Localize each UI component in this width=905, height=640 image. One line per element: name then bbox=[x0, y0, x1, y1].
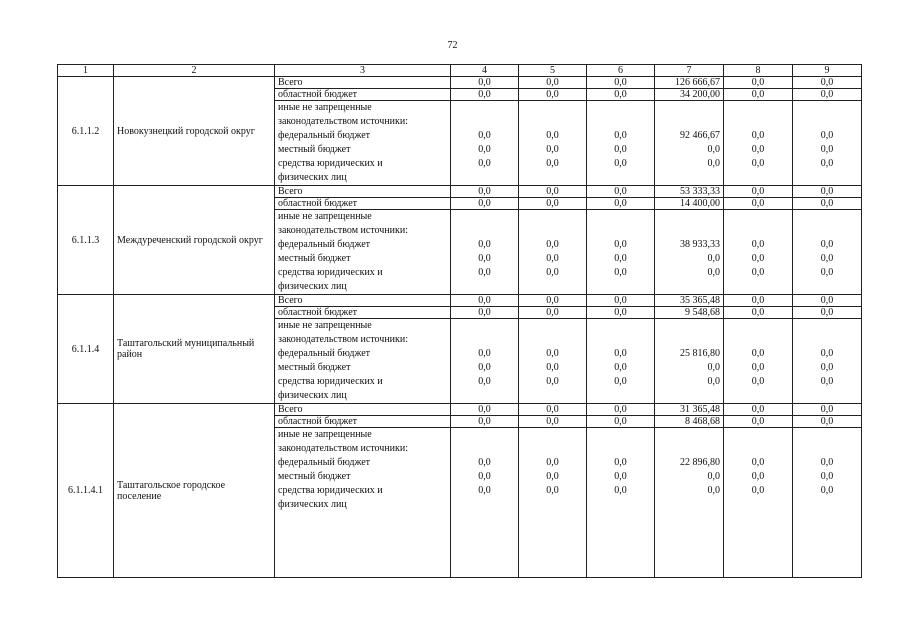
blank-line bbox=[727, 333, 789, 347]
value-cell: 0,0 bbox=[793, 416, 862, 428]
funding-source: Всего bbox=[275, 77, 451, 89]
section-row-total bbox=[58, 404, 862, 416]
other-sources-values bbox=[793, 319, 862, 404]
blank-line bbox=[727, 210, 789, 224]
value-cell: 0,0 bbox=[614, 144, 627, 155]
blank-line bbox=[658, 210, 720, 224]
value-cell: 0,0 bbox=[587, 416, 655, 428]
column-header: 8 bbox=[724, 65, 793, 77]
column-header: 9 bbox=[793, 65, 862, 77]
value-cell: 0,0 bbox=[707, 144, 720, 155]
other-sources-line: федеральный бюджет bbox=[278, 130, 371, 141]
value-cell: 0,0 bbox=[546, 348, 559, 359]
blank-line bbox=[796, 224, 858, 238]
value-cell: 0,0 bbox=[614, 158, 627, 169]
value-cell: 0,0 bbox=[478, 348, 491, 359]
blank-line bbox=[727, 115, 789, 129]
value-cell: 0,0 bbox=[751, 158, 765, 169]
column-header: 7 bbox=[655, 65, 724, 77]
blank-line bbox=[727, 224, 789, 238]
value-cell: 0,0 bbox=[751, 239, 765, 250]
value-cell: 0,0 bbox=[519, 416, 587, 428]
other-sources-values bbox=[724, 428, 793, 578]
other-sources-line: физических лиц bbox=[278, 390, 347, 401]
blank-line bbox=[727, 101, 789, 115]
blank-line bbox=[590, 210, 651, 224]
value-cell: 0,0 bbox=[751, 144, 765, 155]
value-cell: 0,0 bbox=[614, 362, 627, 373]
value-cell: 0,0 bbox=[707, 362, 720, 373]
other-sources-line: иные не запрещенные bbox=[278, 429, 372, 440]
value-cell: 0,0 bbox=[820, 130, 834, 141]
value-cell: 0,0 bbox=[519, 198, 587, 210]
value-cell: 34 200,00 bbox=[655, 89, 724, 101]
value-cell: 0,0 bbox=[724, 186, 793, 198]
blank-line bbox=[454, 442, 515, 456]
blank-line bbox=[454, 101, 515, 115]
value-cell: 0,0 bbox=[546, 362, 559, 373]
other-sources-values bbox=[519, 101, 587, 186]
value-cell: 0,0 bbox=[793, 77, 862, 89]
value-cell: 0,0 bbox=[614, 130, 627, 141]
other-sources-line: физических лиц bbox=[278, 499, 347, 510]
value-cell: 0,0 bbox=[820, 457, 834, 468]
value-cell: 0,0 bbox=[751, 130, 765, 141]
blank-line bbox=[454, 333, 515, 347]
other-sources-label bbox=[275, 210, 451, 295]
other-sources-line: физических лиц bbox=[278, 172, 347, 183]
other-sources-line: местный бюджет bbox=[278, 362, 351, 373]
blank-line bbox=[522, 428, 583, 442]
other-sources-values bbox=[451, 319, 519, 404]
blank-line bbox=[454, 224, 515, 238]
other-sources-label bbox=[275, 319, 451, 404]
other-sources-line: законодательством источники: bbox=[278, 116, 409, 127]
section-row-total bbox=[58, 77, 862, 89]
funding-source: областной бюджет bbox=[275, 416, 451, 428]
blank-line bbox=[658, 115, 720, 129]
other-sources-line: местный бюджет bbox=[278, 471, 351, 482]
other-sources-values bbox=[451, 101, 519, 186]
funding-source: областной бюджет bbox=[275, 198, 451, 210]
value-cell: 0,0 bbox=[478, 158, 491, 169]
other-sources-values bbox=[793, 210, 862, 295]
blank-line bbox=[796, 442, 858, 456]
section-name: Междуреченский городской округ bbox=[114, 186, 275, 295]
value-cell: 0,0 bbox=[707, 267, 720, 278]
value-cell: 0,0 bbox=[820, 376, 834, 387]
column-header: 4 bbox=[451, 65, 519, 77]
other-sources-values bbox=[587, 319, 655, 404]
blank-line bbox=[522, 319, 583, 333]
value-cell: 0,0 bbox=[751, 376, 765, 387]
blank-line bbox=[522, 333, 583, 347]
other-sources-values bbox=[451, 210, 519, 295]
funding-source: Всего bbox=[275, 404, 451, 416]
value-cell: 0,0 bbox=[546, 471, 559, 482]
value-cell: 0,0 bbox=[546, 267, 559, 278]
other-sources-line: федеральный бюджет bbox=[278, 457, 371, 468]
blank-line bbox=[658, 319, 720, 333]
value-cell: 0,0 bbox=[724, 77, 793, 89]
other-sources-values bbox=[587, 101, 655, 186]
blank-line bbox=[590, 101, 651, 115]
value-cell: 0,0 bbox=[519, 186, 587, 198]
budget-table bbox=[57, 64, 862, 578]
other-sources-values bbox=[587, 210, 655, 295]
blank-line bbox=[727, 442, 789, 456]
blank-line bbox=[658, 224, 720, 238]
value-cell: 0,0 bbox=[451, 89, 519, 101]
other-sources-label bbox=[275, 101, 451, 186]
value-cell: 0,0 bbox=[546, 457, 559, 468]
other-sources-values bbox=[724, 101, 793, 186]
other-sources-values bbox=[793, 101, 862, 186]
value-cell: 0,0 bbox=[519, 295, 587, 307]
value-cell: 0,0 bbox=[614, 485, 627, 496]
blank-line bbox=[590, 115, 651, 129]
other-sources-line: федеральный бюджет bbox=[278, 239, 371, 250]
blank-line bbox=[658, 442, 720, 456]
value-cell: 0,0 bbox=[587, 186, 655, 198]
value-cell: 0,0 bbox=[546, 253, 559, 264]
column-header: 3 bbox=[275, 65, 451, 77]
blank-line bbox=[590, 442, 651, 456]
section-code: 6.1.1.3 bbox=[58, 186, 114, 295]
value-cell: 38 933,33 bbox=[680, 239, 720, 250]
value-cell: 0,0 bbox=[614, 471, 627, 482]
funding-source: областной бюджет bbox=[275, 89, 451, 101]
other-sources-line: федеральный бюджет bbox=[278, 348, 371, 359]
blank-line bbox=[796, 101, 858, 115]
column-header: 1 bbox=[58, 65, 114, 77]
value-cell: 0,0 bbox=[751, 362, 765, 373]
section-row-total bbox=[58, 186, 862, 198]
value-cell: 0,0 bbox=[546, 239, 559, 250]
value-cell: 0,0 bbox=[707, 253, 720, 264]
value-cell: 0,0 bbox=[451, 416, 519, 428]
value-cell: 92 466,67 bbox=[680, 130, 720, 141]
blank-line bbox=[796, 428, 858, 442]
value-cell: 0,0 bbox=[707, 158, 720, 169]
value-cell: 0,0 bbox=[587, 198, 655, 210]
blank-line bbox=[522, 101, 583, 115]
section-name: Новокузнецкий городской округ bbox=[114, 77, 275, 186]
blank-line bbox=[796, 115, 858, 129]
value-cell: 0,0 bbox=[546, 376, 559, 387]
value-cell: 0,0 bbox=[614, 253, 627, 264]
value-cell: 0,0 bbox=[793, 186, 862, 198]
value-cell: 0,0 bbox=[546, 130, 559, 141]
other-sources-label bbox=[275, 428, 451, 578]
blank-line bbox=[454, 115, 515, 129]
other-sources-line: иные не запрещенные bbox=[278, 320, 372, 331]
funding-source: Всего bbox=[275, 295, 451, 307]
other-sources-values bbox=[724, 210, 793, 295]
column-header: 2 bbox=[114, 65, 275, 77]
blank-line bbox=[590, 333, 651, 347]
blank-line bbox=[454, 210, 515, 224]
value-cell: 0,0 bbox=[820, 239, 834, 250]
value-cell: 0,0 bbox=[707, 471, 720, 482]
value-cell: 0,0 bbox=[587, 404, 655, 416]
blank-line bbox=[796, 319, 858, 333]
value-cell: 0,0 bbox=[614, 457, 627, 468]
value-cell: 0,0 bbox=[546, 144, 559, 155]
value-cell: 0,0 bbox=[820, 267, 834, 278]
value-cell: 0,0 bbox=[724, 295, 793, 307]
funding-source: Всего bbox=[275, 186, 451, 198]
other-sources-line: средства юридических и bbox=[278, 485, 383, 496]
blank-line bbox=[522, 210, 583, 224]
blank-line bbox=[658, 101, 720, 115]
blank-line bbox=[522, 115, 583, 129]
blank-line bbox=[658, 333, 720, 347]
other-sources-values bbox=[655, 101, 724, 186]
value-cell: 0,0 bbox=[724, 89, 793, 101]
value-cell: 0,0 bbox=[478, 253, 491, 264]
other-sources-values bbox=[519, 210, 587, 295]
value-cell: 0,0 bbox=[478, 471, 491, 482]
section-code: 6.1.1.2 bbox=[58, 77, 114, 186]
value-cell: 0,0 bbox=[614, 239, 627, 250]
value-cell: 0,0 bbox=[587, 307, 655, 319]
blank-line bbox=[590, 319, 651, 333]
value-cell: 0,0 bbox=[478, 144, 491, 155]
value-cell: 0,0 bbox=[820, 485, 834, 496]
value-cell: 0,0 bbox=[751, 348, 765, 359]
value-cell: 0,0 bbox=[707, 376, 720, 387]
other-sources-values bbox=[655, 210, 724, 295]
funding-source: областной бюджет bbox=[275, 307, 451, 319]
other-sources-line: средства юридических и bbox=[278, 267, 383, 278]
value-cell: 0,0 bbox=[587, 89, 655, 101]
value-cell: 0,0 bbox=[478, 362, 491, 373]
value-cell: 0,0 bbox=[546, 158, 559, 169]
other-sources-values bbox=[724, 319, 793, 404]
value-cell: 0,0 bbox=[614, 267, 627, 278]
column-header: 6 bbox=[587, 65, 655, 77]
column-header: 5 bbox=[519, 65, 587, 77]
value-cell: 126 666,67 bbox=[655, 77, 724, 89]
value-cell: 0,0 bbox=[546, 485, 559, 496]
value-cell: 0,0 bbox=[519, 77, 587, 89]
section-code: 6.1.1.4 bbox=[58, 295, 114, 404]
value-cell: 35 365,48 bbox=[655, 295, 724, 307]
value-cell: 0,0 bbox=[724, 307, 793, 319]
blank-line bbox=[590, 428, 651, 442]
value-cell: 22 896,80 bbox=[680, 457, 720, 468]
other-sources-line: местный бюджет bbox=[278, 253, 351, 264]
value-cell: 0,0 bbox=[451, 77, 519, 89]
value-cell: 0,0 bbox=[793, 295, 862, 307]
blank-line bbox=[727, 319, 789, 333]
value-cell: 0,0 bbox=[820, 362, 834, 373]
blank-line bbox=[522, 442, 583, 456]
value-cell: 0,0 bbox=[478, 457, 491, 468]
value-cell: 0,0 bbox=[793, 307, 862, 319]
blank-line bbox=[454, 319, 515, 333]
value-cell: 0,0 bbox=[451, 198, 519, 210]
section-name: Таштагольский муниципальный район bbox=[114, 295, 275, 404]
other-sources-line: законодательством источники: bbox=[278, 443, 409, 454]
value-cell: 0,0 bbox=[724, 198, 793, 210]
blank-line bbox=[658, 428, 720, 442]
other-sources-line: иные не запрещенные bbox=[278, 211, 372, 222]
page-number: 72 bbox=[447, 40, 458, 51]
value-cell: 25 816,80 bbox=[680, 348, 720, 359]
value-cell: 53 333,33 bbox=[655, 186, 724, 198]
other-sources-values bbox=[519, 428, 587, 578]
other-sources-line: местный бюджет bbox=[278, 144, 351, 155]
value-cell: 0,0 bbox=[451, 404, 519, 416]
column-header-row bbox=[58, 65, 862, 77]
value-cell: 0,0 bbox=[587, 295, 655, 307]
value-cell: 0,0 bbox=[519, 89, 587, 101]
value-cell: 0,0 bbox=[519, 404, 587, 416]
other-sources-line: законодательством источники: bbox=[278, 334, 409, 345]
blank-line bbox=[590, 224, 651, 238]
value-cell: 0,0 bbox=[478, 267, 491, 278]
value-cell: 0,0 bbox=[820, 471, 834, 482]
value-cell: 0,0 bbox=[724, 416, 793, 428]
value-cell: 0,0 bbox=[751, 267, 765, 278]
value-cell: 0,0 bbox=[587, 77, 655, 89]
other-sources-values bbox=[451, 428, 519, 578]
value-cell: 0,0 bbox=[707, 485, 720, 496]
other-sources-line: физических лиц bbox=[278, 281, 347, 292]
value-cell: 0,0 bbox=[751, 471, 765, 482]
section-row-total bbox=[58, 295, 862, 307]
value-cell: 0,0 bbox=[478, 485, 491, 496]
value-cell: 0,0 bbox=[614, 376, 627, 387]
value-cell: 0,0 bbox=[451, 186, 519, 198]
value-cell: 0,0 bbox=[519, 307, 587, 319]
other-sources-line: средства юридических и bbox=[278, 376, 383, 387]
value-cell: 9 548,68 bbox=[655, 307, 724, 319]
value-cell: 0,0 bbox=[724, 404, 793, 416]
blank-line bbox=[727, 428, 789, 442]
section-name: Таштагольское городское поселение bbox=[114, 404, 275, 578]
value-cell: 0,0 bbox=[820, 158, 834, 169]
value-cell: 0,0 bbox=[820, 348, 834, 359]
value-cell: 0,0 bbox=[478, 376, 491, 387]
other-sources-line: законодательством источники: bbox=[278, 225, 409, 236]
value-cell: 0,0 bbox=[820, 144, 834, 155]
value-cell: 0,0 bbox=[820, 253, 834, 264]
other-sources-values bbox=[519, 319, 587, 404]
other-sources-values bbox=[587, 428, 655, 578]
value-cell: 0,0 bbox=[793, 89, 862, 101]
other-sources-values bbox=[793, 428, 862, 578]
value-cell: 0,0 bbox=[751, 485, 765, 496]
other-sources-line: средства юридических и bbox=[278, 158, 383, 169]
value-cell: 0,0 bbox=[451, 295, 519, 307]
value-cell: 0,0 bbox=[751, 253, 765, 264]
blank-line bbox=[796, 333, 858, 347]
value-cell: 0,0 bbox=[793, 404, 862, 416]
other-sources-values bbox=[655, 319, 724, 404]
value-cell: 14 400,00 bbox=[655, 198, 724, 210]
value-cell: 8 468,68 bbox=[655, 416, 724, 428]
value-cell: 0,0 bbox=[614, 348, 627, 359]
value-cell: 0,0 bbox=[751, 457, 765, 468]
value-cell: 31 365,48 bbox=[655, 404, 724, 416]
section-code: 6.1.1.4.1 bbox=[58, 404, 114, 578]
value-cell: 0,0 bbox=[478, 130, 491, 141]
value-cell: 0,0 bbox=[793, 198, 862, 210]
other-sources-values bbox=[655, 428, 724, 578]
value-cell: 0,0 bbox=[451, 307, 519, 319]
blank-line bbox=[454, 428, 515, 442]
other-sources-line: иные не запрещенные bbox=[278, 102, 372, 113]
blank-line bbox=[796, 210, 858, 224]
blank-line bbox=[522, 224, 583, 238]
value-cell: 0,0 bbox=[478, 239, 491, 250]
